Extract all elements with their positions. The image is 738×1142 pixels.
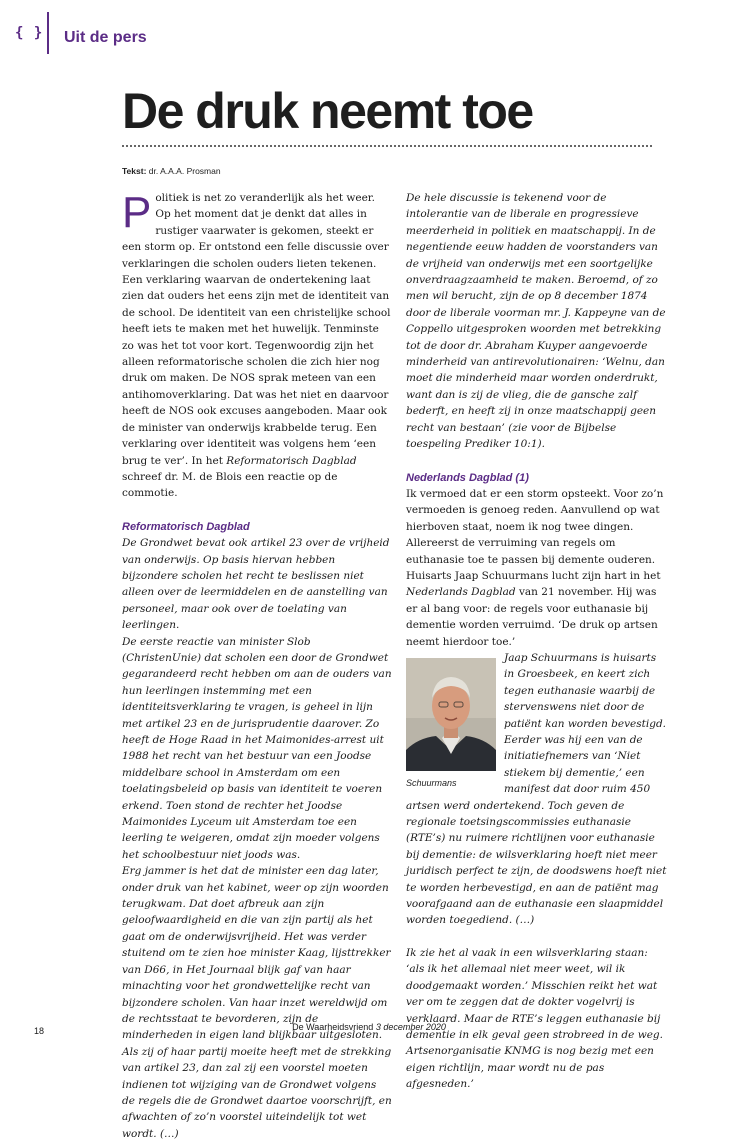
- quote-paragraph: Jaap Schuurmans is huisarts in Groesbeek, en keert zich tegen euthanasie waarbij de stervenswens niet door de patiënt kan worden bevestigd. Eerder was hij een van de initiatiefnemers van ‘Niet stiekem bij dementie,’ een manifest dat door ruim 450 artsen werd ondertekend. Toch geven de regionale toetsingscommissies euthanasie (RTE’s) nu ruimere richtlijnen voor euthanasie bij dementie: de wilsverklaring hoeft niet meer juridisch perfect te zijn, de doodswens hoeft niet te worden herbevestigd, en aan de patiënt mag voorafgaand aan de euthanasie een slaapmiddel worden toegediend. (…): [406, 651, 667, 927]
- portrait-photo: [406, 658, 496, 791]
- quote-paragraph: De hele discussie is tekenend voor de intolerantie van de liberale en progressieve meerderheid in politiek en maatschappij. In de negentiende eeuw hadden de voorstanders van de vrijheid van onderwijs met een soortgelijke onverdraagzaamheid te maken. Beroemd, of zo men wil berucht, zijn de op 8 december 1874 door de liberale voorman mr. J. Kappeyne van de Coppello uitgesproken woorden met betrekking tot de door dr. Abraham Kuyper aangevoerde minderheid van antirevolutionairen: ‘Welnu, dan moet die minderheid maar worden onderdrukt, want dan is zij de vlieg, die de gansche zalf bederft, en heeft zij in onze maatschappij geen recht van bestaan’ (zie voor de Bijbelse toespeling Prediker 10:1).: [406, 192, 666, 451]
- portrait-image: [406, 658, 496, 771]
- page-number: 18: [34, 1026, 45, 1036]
- dotted-divider: [122, 145, 652, 147]
- footer-publication: [0, 1022, 738, 1032]
- intro-paragraph: Politiek is net zo veranderlijk als het weer. Op het moment dat je denkt dat alles in rustiger vaarwater is gekomen, steekt er een storm op. Er ontstond een felle discussie over verklaringen die scholen ouders lieten tekenen. Een verklaring waarvan de ondertekening laat zien dat ouders het eens zijn met de identiteit van de school. De identiteit van een christelijke school heeft iets te maken met het huwelijk. Tenminste zo was het tot voor kort. Tegenwoordig zijn het alleen reformatorische scholen die zich hier nog druk om maken. De NOS sprak meteen van een antihomoverklaring. Dat was het niet en daarvoor heeft de NOS ook excuses aangeboden. Maar ook de minister van onderwijs krabbelde terug. Een verklaring over identiteit was volgens hem ‘een brug te ver’. In het Reformatorisch Dagblad schreef dr. M. de Blois een reactie op de commotie.: [122, 188, 391, 500]
- page-title: De druk neemt toe: [122, 83, 533, 139]
- quote-paragraph: De Grondwet bevat ook artikel 23 over de vrijheid van onderwijs. Op basis hiervan hebben bijzondere scholen het recht te beslissen niet alleen over de leermiddelen en de aanstelling van personeel, maar ook over de toelating van leerlingen.: [122, 537, 390, 632]
- author-line: [122, 166, 221, 176]
- subheading-reformatorisch-dagblad: Reformatorisch Dagblad: [122, 520, 250, 533]
- column-left: [122, 190, 392, 1142]
- author-label: Tekst:: [122, 166, 147, 176]
- drop-cap: P: [122, 188, 152, 237]
- subheading-nederlands-dagblad: Nederlands Dagblad (1): [406, 471, 529, 484]
- magazine-name: De Waarheidsvriend: [292, 1022, 374, 1032]
- quote-paragraph: De eerste reactie van minister Slob (ChristenUnie) dat scholen een door de Grondwet gegarandeerd recht hebben om aan de ouders van hun leerlingen instemming met een identiteitsverklaring te vragen, is geheel in lijn met artikel 23 en de jurisprudentie daarover. Zo heeft de Hoge Raad in het Maimonides-arrest uit 1988 het recht van het bestuur van een Joodse middelbare school in Amsterdam om een toelatingsbeleid op basis van identiteit te voeren erkend. Toen stond de rechter het Joodse Maimonides Lyceum uit Amsterdam toe een leerling te weigeren, omdat zijn moeder volgens het schoolbestuur niet joods was.: [122, 635, 392, 861]
- column-right: [406, 190, 668, 1093]
- quote-paragraph: Ik zie het al vaak in een wilsverklaring staan: ‘als ik het allemaal niet meer weet, wil ik doodgemaakt worden.’ Misschien reikt het wat ver om te zeggen dat de dokter vogelvrij is verklaard. Maar de RTE’s leggen euthanasie bij dementie in elk geval geen strobreed in de weg. Artsenorganisatie KNMG is nog bezig met een eigen richtlijn, maar wordt nu de pas afgesneden.’: [406, 946, 663, 1091]
- brace-icon: { }: [15, 25, 44, 41]
- body-paragraph: Ik vermoed dat er een storm opsteekt. Voor zo’n vermoeden is genoeg reden. Aanvullend op wat hierboven staat, noem ik nog twee dingen. Allereerst de verruiming van regels om euthanasie toe te passen bij demente ouderen. Huisarts Jaap Schuurmans lucht zijn hart in het Nederlands Dagblad van 21 november. Hij was er al bang voor: de regels voor euthanasie bij dementie worden verruimd. ‘De druk op artsen neemt hierdoor toe.’: [406, 487, 664, 648]
- section-label: Uit de pers: [64, 29, 147, 46]
- author-name: dr. A.A.A. Prosman: [148, 166, 221, 176]
- quote-paragraph: Erg jammer is het dat de minister een dag later, onder druk van het kabinet, weer op zijn woorden terugkwam. Dat doet afbreuk aan zijn geloofwaardigheid en die van zijn partij als het gaat om de onderwijsvrijheid. Het was verder stuitend om te zien hoe minister Kaag, lijsttrekker van D66, in Het Journaal blijk gaf van haar minachting voor het grondwettelijke recht van bijzondere scholen. Van haar inzet wereldwijd om de rechtsstaat te bevorderen, zijn de minderheden in eigen land blijkbaar uitgesloten. Als zij of haar partij moeite heeft met de strekking van artikel 23, dan zal zij een voorstel moeten indienen tot wijziging van de Grondwet volgens de regels die de Grondwet daartoe voorschrijft, en afwachten of zo’n voorstel uiteindelijk tot wet wordt. (…): [122, 865, 392, 1140]
- header-divider: [47, 12, 49, 54]
- issue-date: 3 december 2020: [375, 1022, 446, 1032]
- photo-caption: Schuurmans: [406, 777, 457, 788]
